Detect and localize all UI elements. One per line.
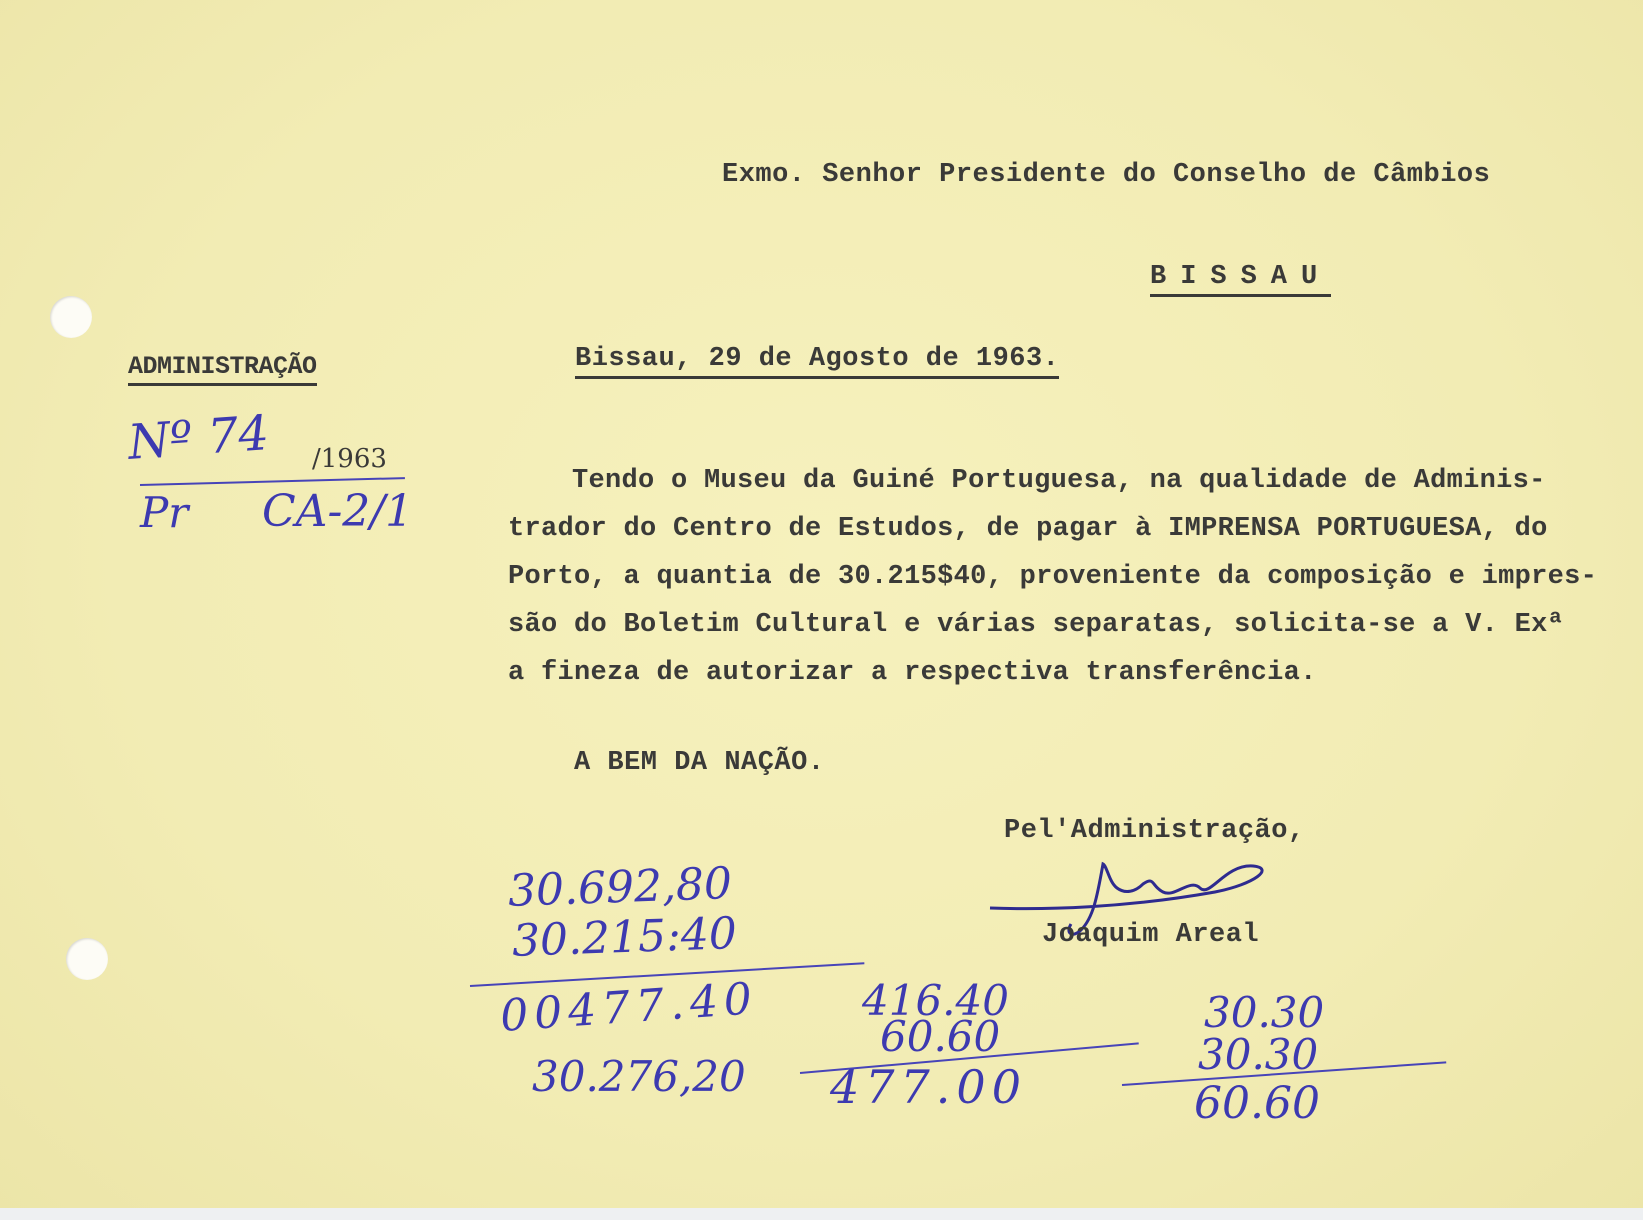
body-line-5: a fineza de autorizar a respectiva transferência.: [508, 658, 1317, 688]
signoff-line: Pel'Administração,: [1004, 816, 1305, 846]
calc-middle-result: 477.00: [830, 1060, 1027, 1114]
scan-edge: [0, 1208, 1643, 1220]
body-line-1: Tendo o Museu da Guiné Portuguesa, na qualidade de Adminis-: [572, 466, 1546, 496]
body-line-2: trador do Centro de Estudos, de pagar à IMPRENSA PORTUGUESA, do: [508, 514, 1548, 544]
calc-left-line2: 30.215:40: [511, 908, 738, 967]
calc-left-result: 00477.40: [498, 973, 760, 1042]
city-heading: BISSAU: [1150, 262, 1331, 297]
punch-hole-top: [50, 296, 92, 338]
reference-number: Nº 74: [126, 405, 271, 471]
calc-middle-line2: 60.60: [880, 1012, 1001, 1061]
calc-right-line2: 30.30: [1198, 1030, 1319, 1079]
closing-salutation: A BEM DA NAÇÃO.: [574, 748, 825, 778]
proc-label: Pr: [140, 488, 189, 537]
calc-right-result: 60.60: [1194, 1078, 1320, 1129]
body-line-3: Porto, a quantia de 30.215$40, proveniente da composição e impres-: [508, 562, 1598, 592]
calc-left-line1: 30.692,80: [507, 858, 733, 917]
calc-right-line1: 30.30: [1204, 988, 1325, 1037]
calc-left-extra: 30.276,20: [532, 1052, 746, 1101]
reference-underline: [140, 477, 405, 486]
department-label: ADMINISTRAÇÃO: [128, 352, 317, 386]
process-ref: CA-2/1: [262, 486, 414, 537]
addressee-line: Exmo. Senhor Presidente do Conselho de Câmbios: [722, 160, 1491, 190]
reference-year: /1963: [312, 444, 387, 474]
punch-hole-bottom: [66, 938, 108, 980]
body-line-4: são do Boletim Cultural e várias separatas, solicita-se a V. Exª: [508, 610, 1565, 640]
calc-middle-line1: 416.40: [862, 976, 1009, 1025]
date-line: Bissau, 29 de Agosto de 1963.: [575, 344, 1059, 379]
signatory-name: Joaquim Areal: [1042, 920, 1260, 950]
